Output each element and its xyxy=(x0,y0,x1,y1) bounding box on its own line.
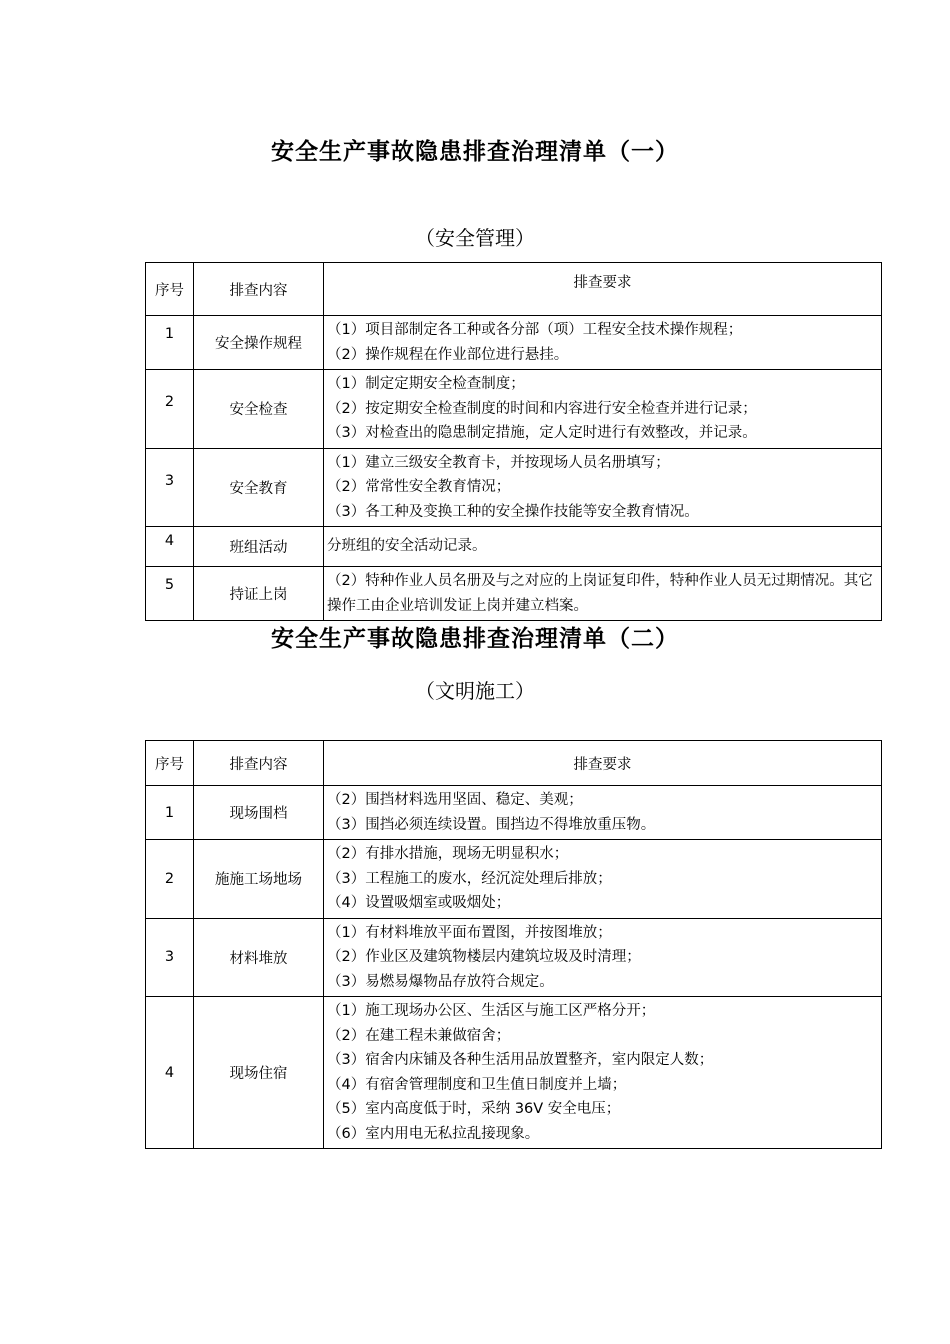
row-no: 4 xyxy=(146,997,194,1149)
requirement-line: （3）围挡必须连续设置。围挡边不得堆放重压物。 xyxy=(327,816,656,833)
requirement-line: （3）各工种及变换工种的安全操作技能等安全教育情况。 xyxy=(327,503,699,520)
row-requirements xyxy=(324,786,882,840)
requirement-line: （1）施工现场办公区、生活区与施工区严格分开； xyxy=(327,1003,656,1019)
requirement-line: （3）对检查出的隐患制定措施，定人定时进行有效整改，并记录。 xyxy=(327,425,757,441)
row-no: 2 xyxy=(146,370,194,449)
row-item: 班组活动 xyxy=(194,527,324,567)
table-row xyxy=(146,316,882,370)
requirement-line: （4）有宿舍管理制度和卫生值日制度并上墙； xyxy=(327,1076,627,1093)
table-row xyxy=(146,527,882,567)
requirement-line: （1）建立三级安全教育卡，并按现场人员名册填写； xyxy=(327,454,670,471)
section2-title: 安全生产事故隐患排查治理清单（二） xyxy=(271,626,679,652)
section2-subtitle: （文明施工） xyxy=(415,679,535,703)
header-item: 排查内容 xyxy=(194,263,324,316)
row-no: 5 xyxy=(146,567,194,621)
requirement-line: （1）项目部制定各工种或各分部（项）工程安全技术操作规程； xyxy=(327,322,743,338)
requirement-line: （3）宿舍内床铺及各种生活用品放置整齐，室内限定人数； xyxy=(327,1052,714,1068)
row-no: 2 xyxy=(146,840,194,919)
requirement-line: （1）制定定期安全检查制度； xyxy=(327,376,525,392)
row-requirements xyxy=(324,370,882,449)
row-requirements xyxy=(324,567,882,621)
row-item: 现场围档 xyxy=(194,786,324,840)
row-requirements xyxy=(324,918,882,997)
requirement-line: 分班组的安全活动记录。 xyxy=(327,538,487,555)
row-requirements xyxy=(324,448,882,527)
requirement-line: （6）室内用电无私拉乱接现象。 xyxy=(327,1125,540,1142)
row-requirements xyxy=(324,316,882,370)
header-no: 序号 xyxy=(146,741,194,786)
table-header-row xyxy=(146,263,882,316)
row-item: 现场住宿 xyxy=(194,997,324,1149)
row-requirements xyxy=(324,527,882,567)
row-item: 材料堆放 xyxy=(194,918,324,997)
row-requirements xyxy=(324,997,882,1149)
table-row xyxy=(146,840,882,919)
table-row xyxy=(146,567,882,621)
header-item: 排查内容 xyxy=(194,741,324,786)
row-no: 3 xyxy=(146,448,194,527)
header-no: 序号 xyxy=(146,263,194,316)
row-no: 1 xyxy=(146,316,194,370)
table-row xyxy=(146,997,882,1149)
safety-management-table xyxy=(145,262,882,621)
header-requirement: 排查要求 xyxy=(324,263,882,316)
requirement-line: （2）常常性安全教育情况； xyxy=(327,479,511,495)
row-item: 安全操作规程 xyxy=(194,316,324,370)
row-item: 安全教育 xyxy=(194,448,324,527)
row-item: 持证上岗 xyxy=(194,567,324,621)
requirement-line: （2）有排水措施，现场无明显积水； xyxy=(327,846,569,862)
requirement-line: （1）有材料堆放平面布置图，并按图堆放； xyxy=(327,924,612,941)
section1-subtitle: （安全管理） xyxy=(415,226,535,250)
requirement-line: （2）作业区及建筑物楼层内建筑垃圾及时清理； xyxy=(327,949,641,965)
requirement-line: （2）在建工程未兼做宿舍； xyxy=(327,1027,511,1044)
table-row xyxy=(146,918,882,997)
requirement-line: （2）特种作业人员名册及与之对应的上岗证复印件，特种作业人员无过期情况。其它操作工由企业培训发证上岗并建立档案。 xyxy=(327,573,873,614)
requirement-line: （2）按定期安全检查制度的时间和内容进行安全检查并进行记录； xyxy=(327,400,757,417)
row-no: 3 xyxy=(146,918,194,997)
row-requirements xyxy=(324,840,882,919)
table-row xyxy=(146,448,882,527)
table-row xyxy=(146,370,882,449)
table-row xyxy=(146,786,882,840)
requirement-line: （5）室内高度低于时，采纳 36V 安全电压； xyxy=(327,1101,621,1117)
header-requirement: 排查要求 xyxy=(324,741,882,786)
requirement-line: （3）易燃易爆物品存放符合规定。 xyxy=(327,973,554,990)
row-item: 施施工场地场 xyxy=(194,840,324,919)
section1-title: 安全生产事故隐患排查治理清单（一） xyxy=(271,139,679,165)
row-no: 4 xyxy=(146,527,194,567)
requirement-line: （3）工程施工的废水，经沉淀处理后排放； xyxy=(327,870,612,887)
civilized-construction-table xyxy=(145,740,882,1149)
table-header-row xyxy=(146,741,882,786)
row-item: 安全检查 xyxy=(194,370,324,449)
requirement-line: （2）操作规程在作业部位进行悬挂。 xyxy=(327,346,569,363)
row-no: 1 xyxy=(146,786,194,840)
requirement-line: （4）设置吸烟室或吸烟处； xyxy=(327,895,511,911)
requirement-line: （2）围挡材料选用坚固、稳定、美观； xyxy=(327,792,583,808)
